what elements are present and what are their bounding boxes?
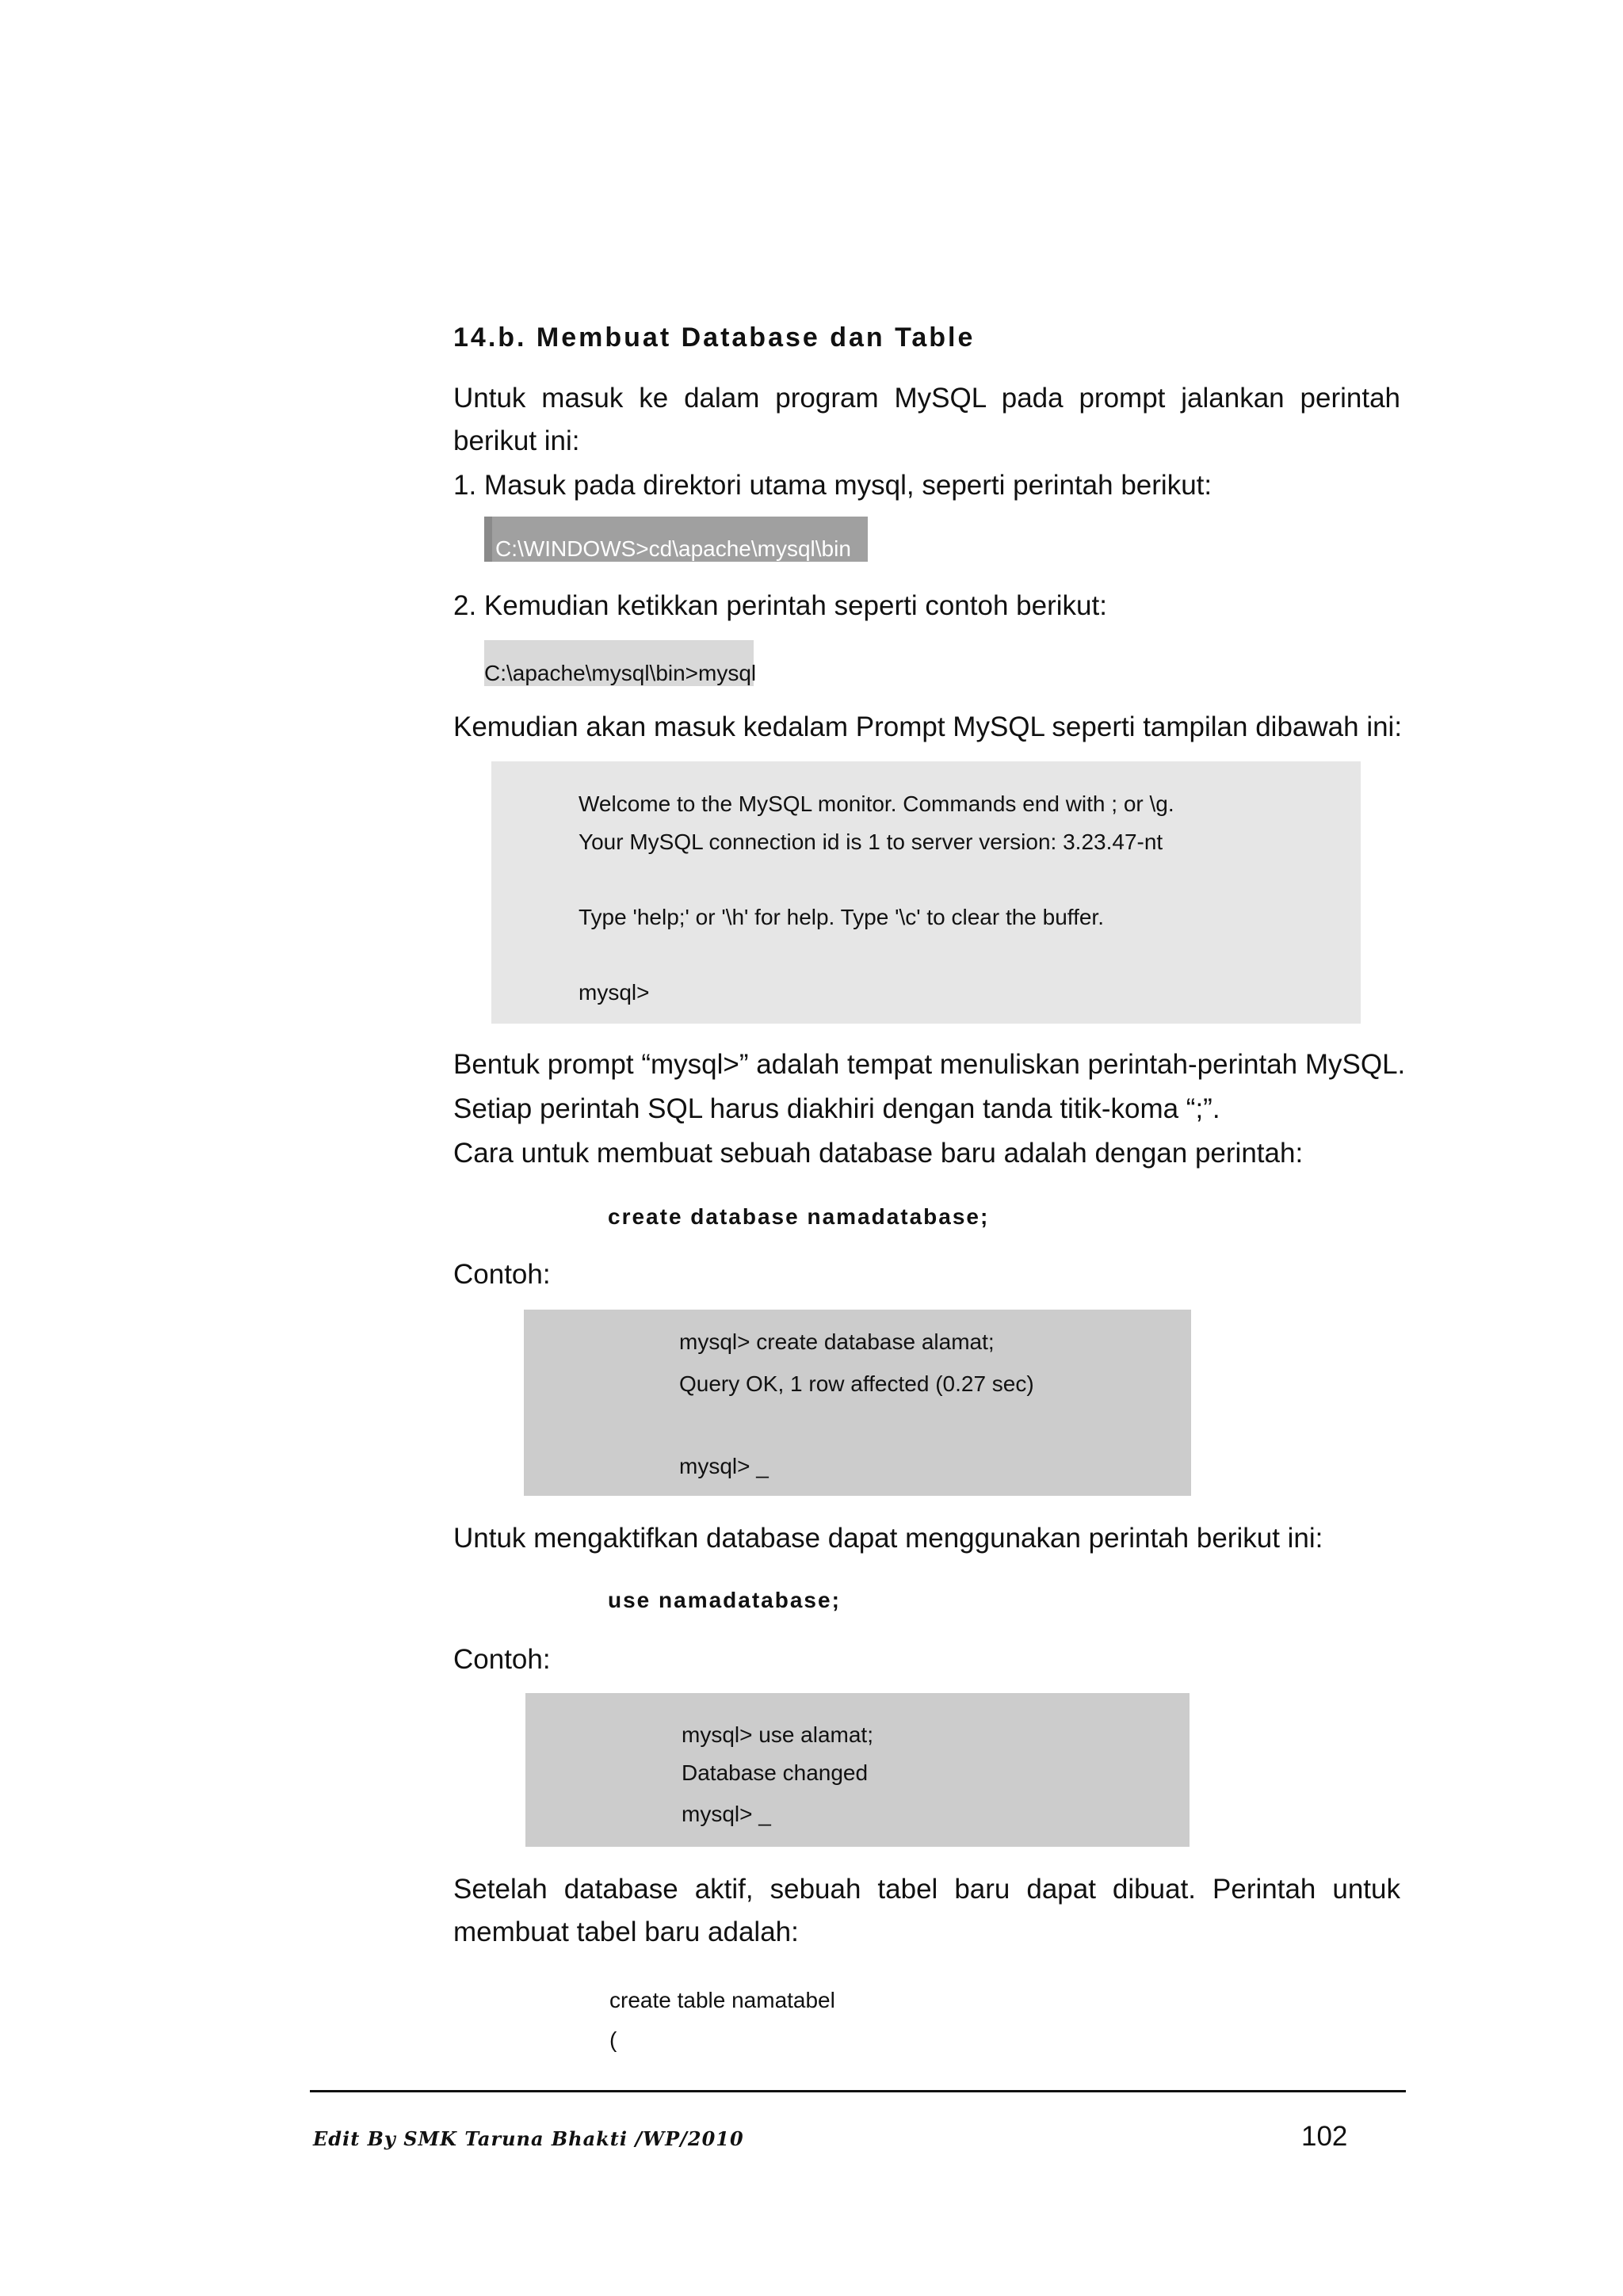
- example-label: Contoh:: [453, 1644, 551, 1675]
- code-line: create table namatabel: [609, 1988, 835, 2012]
- footer-divider: [310, 2090, 1406, 2092]
- syntax-create-database: create database namadatabase;: [608, 1204, 990, 1229]
- monitor-line: mysql>: [579, 980, 650, 1005]
- paragraph-line: Untuk mengaktifkan database dapat menggunakan perintah berikut ini:: [453, 1523, 1323, 1554]
- example-line: mysql> create database alamat;: [679, 1329, 995, 1354]
- paragraph-line: Kemudian akan masuk kedalam Prompt MySQL seperti tampilan dibawah ini:: [453, 711, 1403, 742]
- code-line: (: [609, 2027, 617, 2052]
- page-number: 102: [1301, 2121, 1348, 2152]
- paragraph-line: Setiap perintah SQL harus diakhiri dengan tanda titik-koma “;”.: [453, 1093, 1220, 1124]
- use-example-box: [525, 1693, 1190, 1847]
- create-example-box: [524, 1310, 1191, 1496]
- example-line: mysql> _: [679, 1454, 769, 1478]
- example-line: mysql> _: [682, 1802, 771, 1826]
- section-heading: 14.b. Membuat Database dan Table: [453, 322, 976, 353]
- example-line: Query OK, 1 row affected (0.27 sec): [679, 1371, 1034, 1396]
- paragraph-line: Untuk masuk ke dalam program MySQL pada prompt jalankan perintah: [453, 383, 1400, 414]
- paragraph-line: Cara untuk membuat sebuah database baru adalah dengan perintah:: [453, 1138, 1304, 1169]
- command-box: [484, 517, 868, 562]
- command-text: C:\apache\mysql\bin>mysql: [484, 661, 757, 685]
- command-text: C:\WINDOWS>cd\apache\mysql\bin: [495, 536, 851, 561]
- example-line: mysql> use alamat;: [682, 1722, 873, 1747]
- paragraph-line: membuat tabel baru adalah:: [453, 1917, 799, 1947]
- step-1: 1. Masuk pada direktori utama mysql, seperti perintah berikut:: [453, 470, 1212, 501]
- paragraph-line: berikut ini:: [453, 425, 580, 456]
- syntax-use-database: use namadatabase;: [608, 1588, 841, 1612]
- mysql-monitor-box: [491, 761, 1361, 1024]
- example-label: Contoh:: [453, 1259, 551, 1290]
- monitor-line: Your MySQL connection id is 1 to server version: 3.23.47-nt: [579, 830, 1163, 854]
- monitor-line: Welcome to the MySQL monitor. Commands end with ; or \g.: [579, 791, 1174, 816]
- monitor-line: Type 'help;' or '\h' for help. Type '\c' to clear the buffer.: [579, 905, 1104, 929]
- paragraph-line: Bentuk prompt “mysql>” adalah tempat menuliskan perintah-perintah MySQL.: [453, 1049, 1406, 1080]
- footer-credit: Edit By SMK Taruna Bhakti /WP/2010: [313, 2127, 744, 2150]
- paragraph-line: Setelah database aktif, sebuah tabel baru dapat dibuat. Perintah untuk: [453, 1874, 1400, 1905]
- command-box: [484, 640, 757, 686]
- example-line: Database changed: [682, 1760, 869, 1785]
- step-2: 2. Kemudian ketikkan perintah seperti contoh berikut:: [453, 590, 1107, 621]
